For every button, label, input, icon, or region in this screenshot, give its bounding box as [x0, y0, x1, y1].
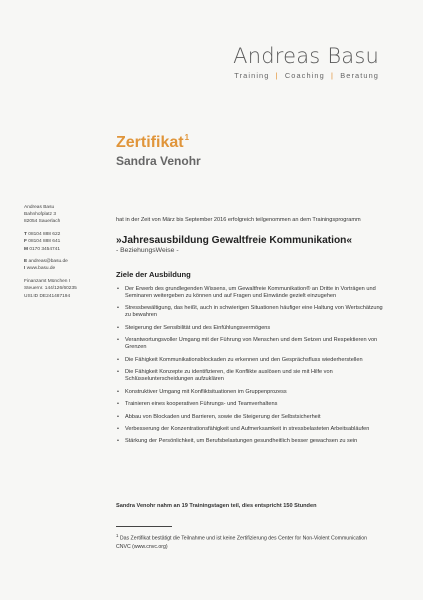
goal-item — [116, 414, 388, 421]
bullet-icon: • — [117, 438, 119, 445]
goal-text: Verbesserung der Konzentrationsfähigkeit und Aufmerksamkeit in stressbelasteten Arbeitsabläufen — [125, 425, 370, 432]
email-line — [24, 258, 106, 265]
phone-label: T — [24, 232, 27, 238]
bullet-icon: • — [117, 337, 119, 344]
goal-item — [116, 337, 388, 351]
goal-item — [116, 325, 388, 332]
goal-item — [116, 389, 388, 396]
company-logo — [233, 44, 379, 80]
goal-item — [116, 305, 388, 319]
tax-line: Steuernr. 144/126/60235 — [24, 286, 77, 292]
goal-text: Trainieren eines kooperativen Führungs- und Teamverhaltens — [125, 401, 278, 408]
program-subtitle: - BeziehungsWeise - — [116, 246, 179, 254]
goal-text: Konstruktiver Umgang mit Konfliktsituationen im Gruppenprozess — [125, 388, 287, 395]
goal-text: Stärkung der Persönlichkeit, um Berufsbelastungen gesundheitlich besser gewachsen zu sein — [125, 438, 358, 445]
tagline-training: Training — [234, 71, 270, 80]
bullet-icon: • — [117, 388, 119, 395]
bullet-icon: • — [117, 305, 119, 312]
certificate-title — [116, 133, 189, 152]
goal-item — [116, 426, 388, 433]
sender-info — [24, 204, 106, 305]
website-label: I — [24, 266, 26, 272]
goal-text: Steigerung der Sensibilität und des Einfühlungsvermögens — [125, 324, 271, 331]
tagline-beratung: Beratung — [340, 71, 379, 80]
bullet-icon: • — [117, 356, 119, 363]
tax-block — [24, 278, 106, 300]
goal-text: Stressbewältigung, das heißt, auch in schwierigen Situationen häufiger eine Haltung von Wertschätzung zu bewahren — [125, 305, 383, 319]
website-value: www.basu.de — [26, 266, 56, 272]
bullet-icon: • — [117, 425, 119, 432]
bullet-icon: • — [117, 285, 119, 292]
program-title: »Jahresausbildung Gewaltfreie Kommunikation« — [116, 234, 353, 246]
fax-label: F — [24, 239, 27, 245]
footnote-number: 1 — [116, 533, 119, 538]
mobile-line — [24, 246, 106, 253]
footnote-text: Das Zertifikat bestätigt die Teilnahme und ist keine Zertifizierung des Center for Non-Violent Communication CNVC (www.cnvc.org) — [116, 535, 368, 550]
goal-item — [116, 438, 388, 445]
logo-name: Andreas Basu — [233, 44, 379, 68]
address-line: 82054 Sauerlach — [24, 219, 61, 225]
footnote-divider — [116, 526, 172, 527]
address-block — [24, 204, 106, 226]
tax-line: USt.ID DE241487194 — [24, 293, 71, 299]
recipient-name: Sandra Venohr — [116, 154, 201, 168]
goal-text: Die Fähigkeit Konzepte zu identifizieren, die Konflikte auslösen und sie mit Hilfe von Schlüsselunterscheidungen aufzuklären — [125, 369, 333, 383]
intro-text: hat in der Zeit von März bis September 2016 erfolgreich teilgenommen an dem Trainingsprogramm — [116, 217, 361, 223]
tagline-separator: | — [331, 71, 335, 80]
goal-text: Verantwortungsvoller Umgang mit der Führung von Menschen und dem Setzen und Respektieren von Grenzen — [125, 337, 378, 351]
goal-item — [116, 369, 388, 383]
tagline-coaching: Coaching — [284, 71, 325, 80]
mobile-label: M — [24, 246, 28, 252]
phone-value: 08104 888 622 — [28, 232, 61, 238]
address-line: Bahnhofplatz 3 — [24, 212, 57, 218]
email-value: andreas@basu.de — [28, 259, 68, 265]
email-label: E — [24, 259, 28, 265]
goals-heading: Ziele der Ausbildung — [116, 269, 191, 279]
fax-line — [24, 238, 106, 245]
goal-item — [116, 357, 388, 364]
goal-item — [116, 286, 388, 300]
bullet-icon: • — [117, 369, 119, 376]
footnote — [116, 532, 376, 551]
phone-block — [24, 231, 106, 253]
address-line: Andreas Basu — [24, 205, 55, 210]
fax-value: 08104 888 641 — [28, 239, 61, 245]
tagline-separator: | — [275, 71, 279, 80]
goal-text: Die Fähigkeit Kommunikationsblockaden zu erkennen und den Gesprächsfluss wiederherstellen — [125, 356, 363, 363]
goal-text: Der Erwerb des grundlegenden Wissens, um Gewaltfreie Kommunikation® an Dritte in Vorträgen und Seminaren weitergeben zu können und auf Fragen und Einwände gezielt einzugehen — [125, 285, 376, 299]
goals-list — [116, 286, 388, 446]
bullet-icon: • — [117, 401, 119, 408]
phone-line — [24, 231, 106, 238]
mobile-value: 0170 3454741 — [29, 246, 61, 252]
certificate-title-text: Zertifikat — [116, 134, 184, 151]
website-line — [24, 265, 106, 272]
certificate-body — [116, 217, 388, 451]
bullet-icon: • — [117, 413, 119, 420]
goal-item — [116, 401, 388, 408]
web-block — [24, 258, 106, 272]
tax-line: Finanzamt München I — [24, 279, 71, 285]
goal-text: Abbau von Blockaden und Barrieren, sowie die Steigerung der Selbstsicherheit — [125, 413, 321, 420]
footnote-marker: 1 — [184, 133, 190, 142]
participation-summary: Sandra Venohr nahm an 19 Trainingstagen teil, dies entspricht 150 Stunden — [116, 503, 317, 509]
bullet-icon: • — [117, 324, 119, 331]
logo-tagline — [233, 71, 379, 80]
